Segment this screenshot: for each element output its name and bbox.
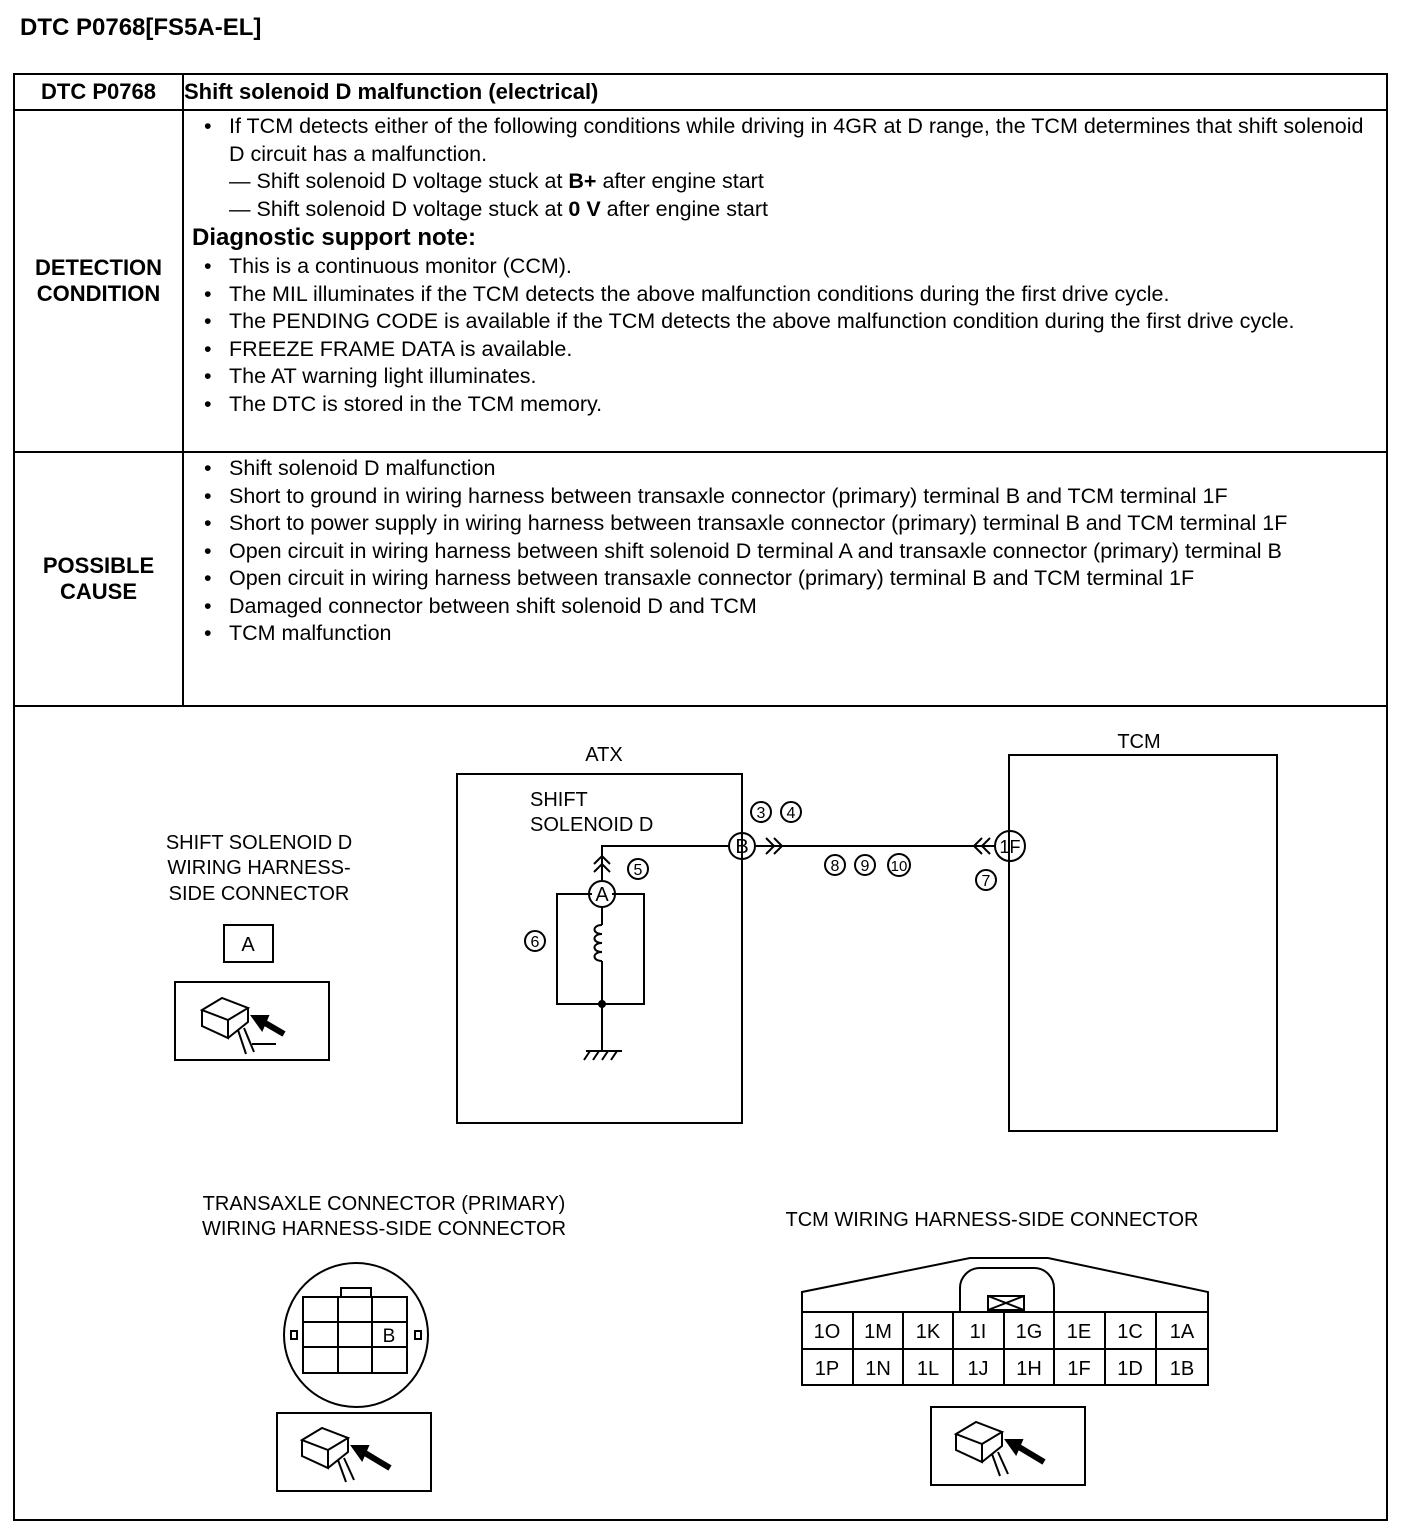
tcm-pin: 1G: [1015, 1321, 1043, 1343]
ref-10: 10: [890, 858, 908, 875]
ref-7: 7: [981, 873, 991, 890]
condition-2-bold: 0 V: [568, 196, 601, 221]
condition-2-post: after engine start: [600, 196, 769, 221]
condition-1: [229, 168, 1376, 196]
transaxle-connector-face: [284, 1263, 428, 1407]
condition-2: [229, 196, 1376, 224]
trans-conn-line2: WIRING HARNESS-SIDE CONNECTOR: [201, 1218, 567, 1240]
sol-conn-line3: SIDE CONNECTOR: [168, 883, 350, 905]
condition-1-bold: B+: [568, 169, 597, 193]
sol-conn-line1: SHIFT SOLENOID D: [165, 832, 353, 854]
page-title: DTC P0768[FS5A-EL]: [20, 14, 262, 41]
ref-4: 4: [786, 805, 796, 822]
tcm-label: TCM: [1117, 731, 1161, 753]
connector-view-icon: [931, 1407, 1085, 1485]
cause-item: • Short to power supply in wiring harness between transaxle connector (primary) terminal B and TCM terminal 1F: [192, 510, 1376, 538]
cause-label-line1: POSSIBLE: [42, 553, 155, 578]
cause-item: • Shift solenoid D malfunction: [192, 455, 1376, 483]
note-item: • The DTC is stored in the TCM memory.: [192, 391, 1376, 419]
trans-conn-line1: TRANSAXLE CONNECTOR (PRIMARY): [202, 1193, 566, 1215]
tcm-conn-title: TCM WIRING HARNESS-SIDE CONNECTOR: [785, 1209, 1199, 1231]
cause-label: [14, 452, 183, 706]
cause-item: • Open circuit in wiring harness between shift solenoid D terminal A and transaxle connector (primary) terminal B: [192, 538, 1376, 566]
detection-intro: [192, 113, 1376, 223]
detection-label: [14, 110, 183, 452]
tcm-box: [1009, 755, 1277, 1131]
sol-conn-terminal: A: [241, 934, 255, 956]
tcm-pin: 1N: [865, 1358, 891, 1380]
tcm-pin: 1P: [814, 1358, 840, 1380]
sol-conn-line2: WIRING HARNESS-: [167, 857, 351, 879]
detection-label-line1: DETECTION: [34, 255, 163, 280]
cause-item: • Short to ground in wiring harness between transaxle connector (primary) terminal B and TCM terminal 1F: [192, 483, 1376, 511]
note-item: • The PENDING CODE is available if the TCM detects the above malfunction condition during the first drive cycle.: [192, 308, 1376, 336]
note-item: • This is a continuous monitor (CCM).: [192, 253, 1376, 281]
solenoid-label-line2: SOLENOID D: [530, 814, 654, 836]
condition-2-pre: — Shift solenoid D voltage stuck at: [229, 196, 569, 221]
tcm-pin: 1A: [1169, 1321, 1195, 1343]
dtc-description-cell: Shift solenoid D malfunction (electrical): [183, 74, 1387, 110]
dtc-code-cell: DTC P0768: [14, 74, 183, 110]
cause-item: • Damaged connector between shift solenoid D and TCM: [192, 593, 1376, 621]
condition-1-post: after engine start: [596, 169, 764, 193]
tcm-pin: 1O: [813, 1321, 841, 1343]
tcm-pin: 1M: [864, 1321, 892, 1343]
ref-6: 6: [530, 934, 540, 951]
note-item: • FREEZE FRAME DATA is available.: [192, 336, 1376, 364]
solenoid-coil-icon: [595, 925, 603, 961]
terminal-b-text: B: [735, 836, 749, 858]
connector-view-icon: [175, 982, 329, 1060]
tcm-pin: 1I: [969, 1321, 987, 1343]
tcm-pin: 1B: [1169, 1358, 1195, 1380]
table-header-row: [14, 74, 1387, 110]
tcm-pin: 1D: [1117, 1358, 1143, 1380]
diagnostic-note-heading: Diagnostic support note:: [192, 224, 476, 251]
tcm-connector-face: [802, 1258, 1208, 1385]
tcm-pin: 1K: [915, 1321, 941, 1343]
detection-row: [14, 110, 1387, 452]
tcm-pin: 1E: [1066, 1321, 1092, 1343]
tcm-pin: 1C: [1117, 1321, 1143, 1343]
tcm-pin: 1H: [1016, 1358, 1042, 1380]
note-item: • The AT warning light illuminates.: [192, 363, 1376, 391]
cause-content: [183, 452, 1387, 706]
ref-9: 9: [860, 858, 870, 875]
ref-3: 3: [756, 805, 766, 822]
condition-1-pre: — Shift solenoid D voltage stuck at: [229, 169, 569, 193]
note-item: • The MIL illuminates if the TCM detects the above malfunction conditions during the first drive cycle.: [192, 281, 1376, 309]
ref-8: 8: [830, 858, 840, 875]
cause-item: • Open circuit in wiring harness between transaxle connector (primary) terminal B and TCM terminal 1F: [192, 565, 1376, 593]
solenoid-label-line1: SHIFT: [530, 789, 588, 811]
wiring-diagram-panel: [13, 704, 1388, 1521]
cause-label-line2: CAUSE: [59, 579, 137, 604]
terminal-1f-text: 1F: [999, 837, 1021, 857]
connector-view-icon: [277, 1413, 431, 1491]
tcm-pin: 1F: [1067, 1358, 1091, 1380]
cause-item: • TCM malfunction: [192, 620, 1376, 648]
dtc-table: [13, 73, 1388, 707]
terminal-a-text: A: [595, 884, 609, 906]
trans-conn-terminal: B: [382, 1326, 396, 1347]
wiring-diagram: [15, 704, 1386, 1519]
cause-row: [14, 452, 1387, 706]
tcm-pin: 1J: [967, 1358, 989, 1380]
detection-intro-text: If TCM detects either of the following conditions while driving in 4GR at D range, the TCM determines that shift solenoid D circuit has a malfunction.: [229, 114, 1364, 166]
atx-label: ATX: [585, 744, 623, 766]
detection-content: [183, 110, 1387, 452]
tcm-pin: 1L: [916, 1358, 940, 1380]
ref-5: 5: [633, 862, 643, 879]
detection-label-line2: CONDITION: [36, 281, 161, 306]
